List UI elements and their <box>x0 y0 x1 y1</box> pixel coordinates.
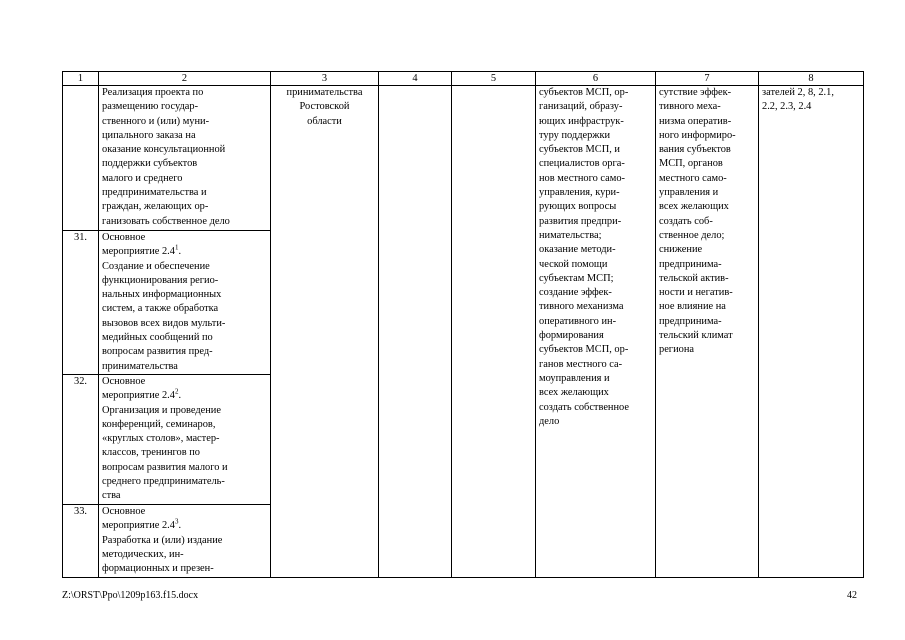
col-header-4: 4 <box>379 72 452 86</box>
text-line: вызовов всех видов мульти- <box>102 317 226 329</box>
text-line: ганов местного са- <box>539 358 623 370</box>
consequences-text <box>659 86 755 358</box>
row-number <box>63 86 99 231</box>
text-line: дело <box>539 415 560 427</box>
text-line: местного само- <box>659 172 727 184</box>
text-line: ципального заказа на <box>102 129 196 141</box>
text-line: субъектов МСП, ор- <box>539 344 629 356</box>
activity-text <box>102 231 267 374</box>
col-header-5: 5 <box>452 72 536 86</box>
text-line: тельской актив- <box>659 272 729 284</box>
expected-result-text <box>539 86 652 429</box>
text-line: методических, ин- <box>102 548 184 560</box>
text-line: предпринима- <box>659 258 722 270</box>
text-line: туру поддержки <box>539 129 611 141</box>
text-line: создать соб- <box>659 215 713 227</box>
text-line: управления и <box>659 187 719 199</box>
activity-code: мероприятие $2.4^2$. <box>102 387 182 402</box>
text-line: ганизовать собственное дело <box>102 215 230 227</box>
text-line: формирования <box>539 330 604 342</box>
text-line: низма оператив- <box>659 115 732 127</box>
text-line: создание эффек- <box>539 287 612 299</box>
text-line: оказание методи- <box>539 244 616 256</box>
file-path: Z:\ORST\Ppo\1209p163.f15.docx <box>62 590 199 601</box>
text-line: 2.2, 2.3, 2.4 <box>762 101 812 113</box>
col-header-8: 8 <box>759 72 864 86</box>
text-line: моуправления и <box>539 372 610 384</box>
text-line: управления, кури- <box>539 187 620 199</box>
end-date-cell <box>452 86 536 578</box>
col-header-3: 3 <box>271 72 379 86</box>
text-line: нальных информационных <box>102 289 222 301</box>
activity-code: мероприятие $2.4^3$. <box>102 517 182 532</box>
activity-cell <box>99 505 271 578</box>
indicators-text <box>762 86 860 115</box>
text-line: сутствие эффек- <box>659 87 732 98</box>
text-line: принимательства <box>102 360 178 372</box>
text-line: снижение <box>659 244 703 256</box>
text-line: нов местного само- <box>539 172 625 184</box>
text-line: субъектов МСП, и <box>539 144 620 156</box>
text-line: Организация и проведение <box>102 404 221 416</box>
activity-title: Основное <box>102 232 146 243</box>
text-line: Ростовской <box>299 101 350 113</box>
text-line: специалистов орга- <box>539 158 625 170</box>
text-line: классов, тренингов по <box>102 447 200 459</box>
text-line: поддержки субъектов <box>102 158 198 170</box>
text-line: конференций, семинаров, <box>102 418 216 430</box>
text-line: граждан, желающих ор- <box>102 201 209 213</box>
header-row <box>63 72 864 86</box>
text-line: МСП, органов <box>659 158 723 170</box>
text-line: ственное дело; <box>659 229 725 241</box>
text-line: ности и негатив- <box>659 287 733 299</box>
text-line: оказание консультационной <box>102 144 226 156</box>
activity-cell <box>99 375 271 505</box>
text-line: зателей 2, 8, 2.1, <box>762 87 834 98</box>
text-line: ганизаций, образу- <box>539 101 623 113</box>
text-line: ческой помощи <box>539 258 608 270</box>
text-line: размещению государ- <box>102 101 199 113</box>
text-line: ного информиро- <box>659 129 736 141</box>
text-line: систем, а также обработка <box>102 303 219 315</box>
text-line: Реализация проекта по <box>102 87 204 98</box>
row-number: 32. <box>63 375 99 505</box>
text-line: малого и среднего <box>102 172 183 184</box>
text-line: вопросам развития пред- <box>102 346 213 358</box>
activity-title: Основное <box>102 506 146 517</box>
text-line: области <box>307 115 342 127</box>
text-line: вопросам развития малого и <box>102 461 228 473</box>
text-line: всех желающих <box>659 201 729 213</box>
text-line: субъектов МСП, ор- <box>539 87 629 98</box>
text-line: среднего предприниматель- <box>102 476 225 488</box>
text-line: «круглых столов», мастер- <box>102 433 220 445</box>
text-line: нимательства; <box>539 229 602 241</box>
program-table <box>62 71 864 578</box>
text-line: рующих вопросы <box>539 201 617 213</box>
text-line: субъектам МСП; <box>539 272 614 284</box>
expected-result-cell <box>536 86 656 578</box>
activity-cell <box>99 231 271 375</box>
text-line: оперативного ин- <box>539 315 617 327</box>
activity-code: мероприятие $2.4^1$. <box>102 243 182 258</box>
row-number: 31. <box>63 231 99 375</box>
page-number: 42 <box>847 590 857 601</box>
text-line: функционирования регио- <box>102 274 219 286</box>
indicators-cell <box>759 86 864 578</box>
text-line: ства <box>102 490 121 502</box>
text-line: всех желающих <box>539 387 609 399</box>
text-line: тивного механизма <box>539 301 624 313</box>
text-line: формационных и презен- <box>102 563 214 575</box>
consequences-cell <box>656 86 759 578</box>
text-line: Создание и обеспечение <box>102 260 210 272</box>
text-line: ющих инфраструк- <box>539 115 624 127</box>
text-line: принимательства <box>286 87 363 98</box>
executor-text <box>274 86 375 129</box>
text-line: создать собственное <box>539 401 629 413</box>
row-number: 33. <box>63 505 99 578</box>
table-row <box>63 86 864 231</box>
text-line: медийных сообщений по <box>102 332 213 344</box>
text-line: развития предпри- <box>539 215 622 227</box>
text-line: предпринимательства и <box>102 187 207 199</box>
col-header-1: 1 <box>63 72 99 86</box>
text-line: Разработка и (или) издание <box>102 534 223 546</box>
text-line: региона <box>659 344 694 356</box>
col-header-7: 7 <box>656 72 759 86</box>
col-header-6: 6 <box>536 72 656 86</box>
activity-text <box>102 505 267 576</box>
start-date-cell <box>379 86 452 578</box>
text-line: предпринима- <box>659 315 722 327</box>
text-line: тивного меха- <box>659 101 721 113</box>
activity-text <box>102 86 267 229</box>
text-line: вания субъектов <box>659 144 731 156</box>
activity-title: Основное <box>102 376 146 387</box>
activity-cell <box>99 86 271 231</box>
text-line: ное влияние на <box>659 301 726 313</box>
text-line: тельский климат <box>659 330 733 342</box>
col-header-2: 2 <box>99 72 271 86</box>
text-line: ственного и (или) муни- <box>102 115 210 127</box>
activity-text <box>102 375 267 504</box>
executor-cell <box>271 86 379 578</box>
